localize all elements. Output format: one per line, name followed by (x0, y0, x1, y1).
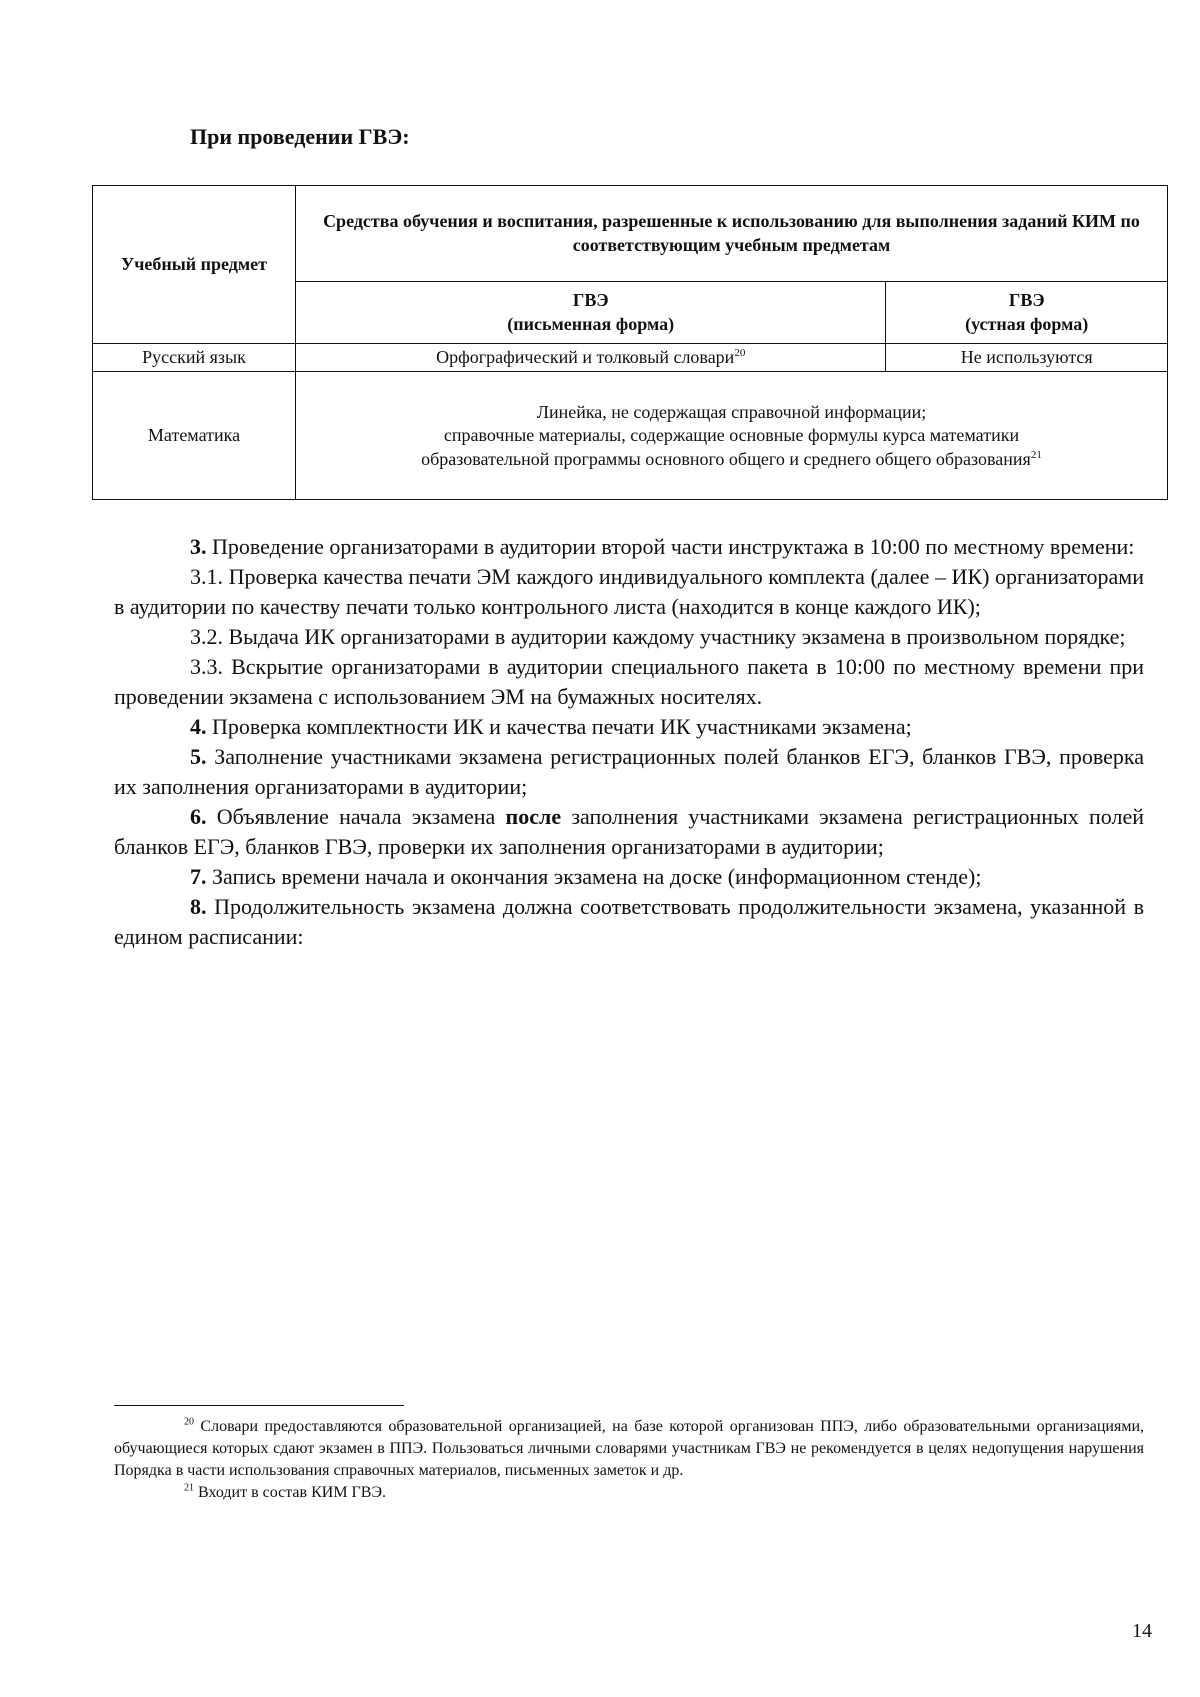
footnote-text: Словари предоставляются образовательной организацией, на базе которой организован ППЭ, либо образовательными организациями, обучающиеся которых сдают экзамен в ППЭ. Пользоваться личными словарями участникам ГВЭ не рекомендуется в целях недопущения нарушения Порядка в части использования справочных материалов, письменных заметок и др. (114, 1418, 1145, 1479)
subject-column-header: Учебный предмет (93, 186, 296, 344)
item-number: 6. (190, 804, 207, 829)
list-item (114, 802, 1144, 862)
item-text-start: Объявление начала экзамена (216, 804, 496, 829)
oral-form-header (886, 282, 1168, 344)
footnote-ref[interactable]: 20 (734, 347, 746, 359)
item-number: 7. (190, 864, 207, 889)
footnote-separator (114, 1405, 404, 1406)
footnote-number: 21 (184, 1482, 194, 1494)
footnote-ref[interactable]: 21 (1030, 448, 1042, 461)
item-number: 8. (190, 894, 207, 919)
item-text: Запись времени начала и окончания экзамена на доске (информационном стенде); (212, 864, 982, 889)
footnotes (114, 1416, 1144, 1504)
item-emphasis: после (505, 804, 562, 829)
list-item (114, 532, 1144, 562)
item-number: 3. (190, 534, 207, 559)
subject-cell: Математика (93, 372, 296, 500)
list-item (114, 622, 1144, 652)
table-row (93, 344, 1168, 372)
table-header-row (93, 186, 1168, 282)
means-line: Линейка, не содержащая справочной информации; (536, 401, 927, 422)
item-text: Проверка качества печати ЭМ каждого индивидуального комплекта (далее – ИК) организаторами в аудитории по качеству печати только контрольного листа (находится в конце каждого ИК); (114, 564, 1145, 619)
item-number: 3.3. (190, 654, 223, 679)
means-cell (296, 372, 1168, 500)
means-column-header: Средства обучения и воспитания, разрешенные к использованию для выполнения заданий КИМ по соответствующим учебным предметам (296, 186, 1168, 282)
list-item (114, 562, 1144, 622)
section-heading: При проведении ГВЭ: (190, 124, 410, 149)
list-item (114, 652, 1144, 712)
list-item (114, 862, 1144, 892)
item-number: 5. (190, 744, 207, 769)
means-line: образовательной программы основного общего и среднего общего образования (421, 448, 1031, 469)
table-row (93, 372, 1168, 500)
item-text: Продолжительность экзамена должна соответствовать продолжительности экзамена, указанной в едином расписании: (114, 894, 1145, 949)
footnote-text: Входит в состав КИМ ГВЭ. (198, 1484, 387, 1501)
footnote (114, 1416, 1144, 1482)
item-text: Вскрытие организаторами в аудитории специального пакета в 10:00 по местному времени при проведении экзамена с использованием ЭМ на бумажных носителях. (114, 654, 1145, 709)
item-text: Заполнение участниками экзамена регистрационных полей бланков ЕГЭ, бланков ГВЭ, проверка их заполнения организаторами в аудитории; (114, 744, 1144, 799)
written-form-subtitle: (письменная форма) (507, 313, 675, 334)
item-text: Проверка комплектности ИК и качества печати ИК участниками экзамена; (212, 714, 912, 739)
item-number: 4. (190, 714, 207, 739)
written-form-header (296, 282, 886, 344)
oral-means-cell: Не используются (886, 344, 1168, 372)
oral-form-title: ГВЭ (1008, 290, 1045, 311)
item-text: Выдача ИК организаторами в аудитории каждому участнику экзамена в произвольном порядке; (228, 624, 1126, 649)
page-number: 14 (1132, 1620, 1152, 1642)
item-text-end: заполнения участниками экзамена регистрационных полей бланков ЕГЭ, бланков ГВЭ, проверки их заполнения организаторами в аудитории; (114, 804, 1145, 859)
subject-cell: Русский язык (93, 344, 296, 372)
item-number: 3.2. (190, 624, 223, 649)
written-means-cell (296, 344, 886, 372)
procedure-list (114, 532, 1144, 952)
footnote (114, 1482, 1144, 1504)
item-text: Проведение организаторами в аудитории второй части инструктажа в 10:00 по местному времени: (212, 534, 1135, 559)
oral-form-subtitle: (устная форма) (965, 313, 1089, 334)
means-line: справочные материалы, содержащие основные формулы курса математики (443, 425, 1020, 446)
list-item (114, 712, 1144, 742)
item-number: 3.1. (190, 564, 223, 589)
written-means-text: Орфографический и толковый словари (436, 347, 735, 367)
allowed-means-table (92, 185, 1168, 500)
written-form-title: ГВЭ (572, 290, 609, 311)
list-item (114, 892, 1144, 952)
list-item (114, 742, 1144, 802)
footnote-number: 20 (184, 1416, 194, 1428)
